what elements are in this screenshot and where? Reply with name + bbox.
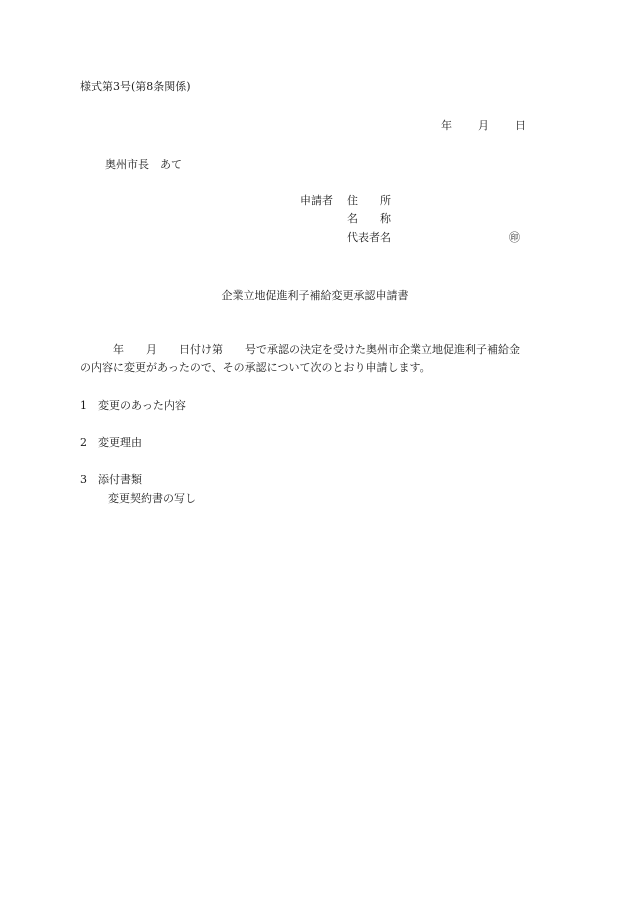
item-number: 1 — [80, 399, 87, 412]
item-label: 変更理由 — [98, 436, 142, 449]
date-line — [441, 120, 526, 131]
address-label: 住 所 — [347, 194, 391, 207]
item-label: 添付書類 — [98, 473, 142, 486]
body-text-line-2: の内容に変更があったので、その承認について次のとおり申請します。 — [80, 361, 431, 374]
document-title: 企業立地促進利子補給変更承認申請書 — [221, 289, 409, 302]
item-sub-text: 変更契約書の写し — [108, 492, 196, 505]
list-item — [80, 400, 186, 411]
representative-label: 代表者名 — [347, 231, 391, 244]
item-label: 変更のあった内容 — [98, 399, 186, 412]
form-number: 様式第3号(第8条関係) — [80, 80, 191, 93]
date-day: 日 — [515, 119, 526, 132]
addressee: 奥州市長 あて — [105, 158, 182, 171]
body-text-line-1: 年 月 日付け第 号で承認の決定を受けた奥州市企業立地促進利子補給金 — [113, 343, 520, 356]
applicant-label: 申請者 — [300, 194, 333, 207]
date-month: 月 — [478, 119, 489, 132]
item-number: 2 — [80, 436, 87, 449]
seal-mark: ㊞ — [509, 231, 520, 244]
name-label: 名 称 — [347, 212, 391, 225]
list-item — [80, 437, 142, 448]
item-number: 3 — [80, 473, 87, 486]
list-item — [80, 474, 142, 485]
date-year: 年 — [441, 119, 452, 132]
